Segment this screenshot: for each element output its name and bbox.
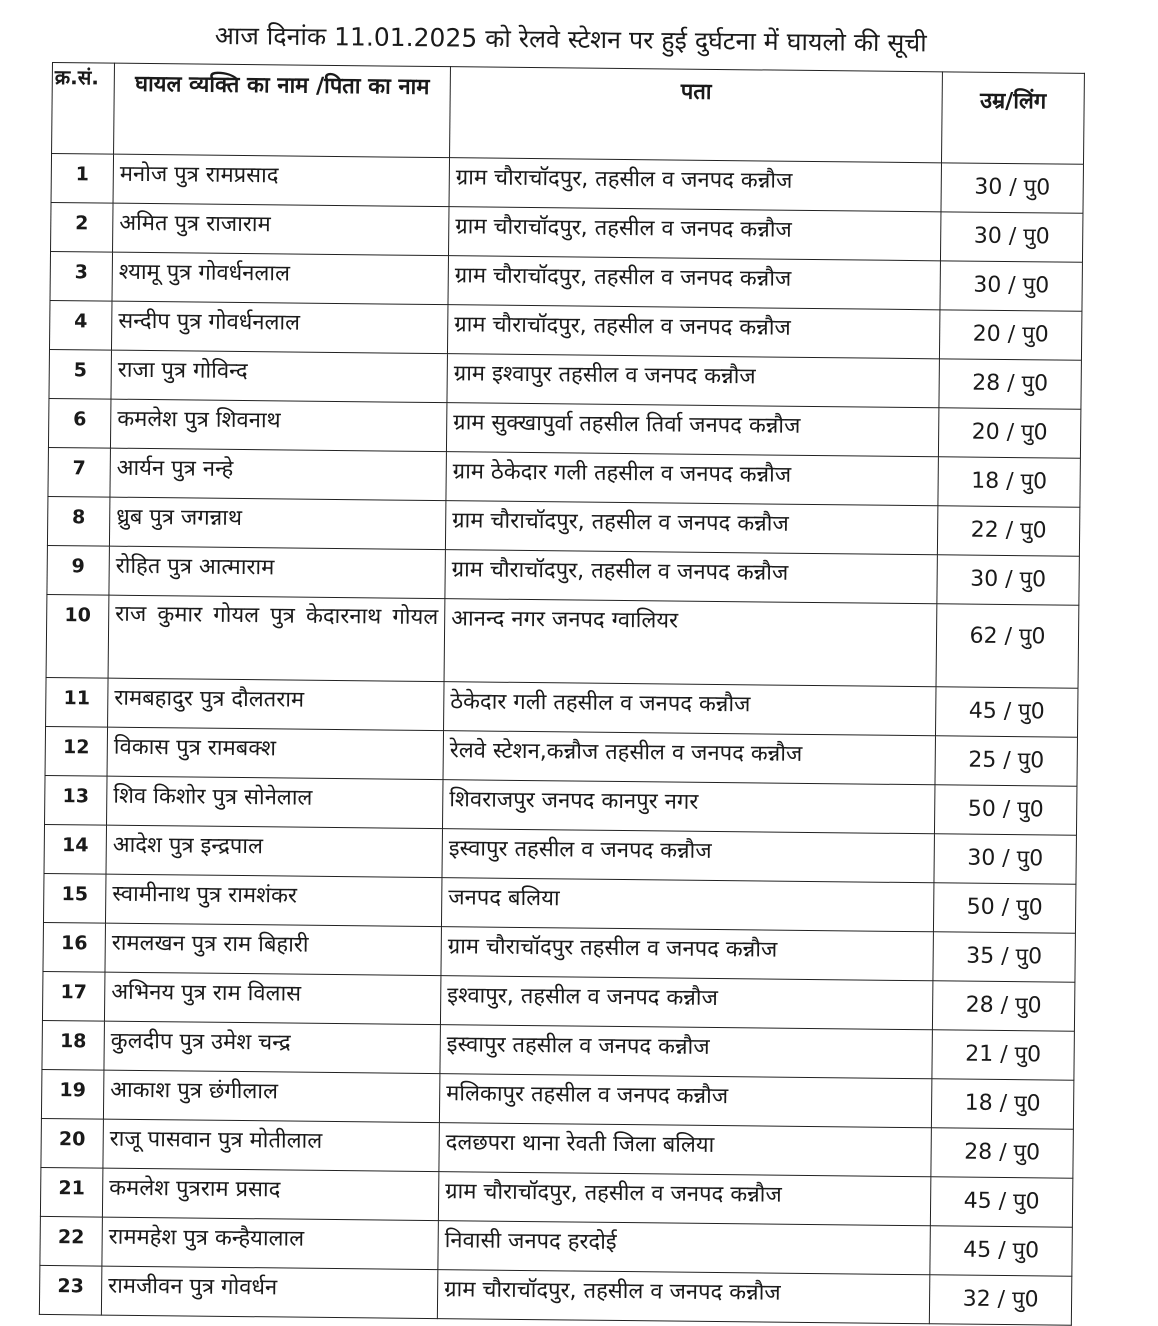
header-age-gender: उम्र/लिंग [941,72,1084,164]
row-address: ग्राम चौराचॉदपुर तहसील व जनपद कन्नौज [441,927,933,981]
row-address: ग्राम चौराचॉदपुर, तहसील व जनपद कन्नौज [449,158,941,212]
row-age-gender: 28 / पु0 [931,1128,1074,1178]
row-name: मनोज पुत्र रामप्रसाद [113,154,449,207]
table-row [46,594,1079,688]
row-age-gender: 22 / पु0 [937,506,1080,556]
row-address: ग्राम चौराचॉदपुर, तहसील व जनपद कन्नौज [445,501,937,555]
row-name: आदेश पुत्र इन्द्रपाल [106,825,442,878]
row-name: अमित पुत्र राजाराम [113,203,449,256]
row-age-gender: 50 / पु0 [933,883,1076,933]
row-address: रेलवे स्टेशन,कन्नौज तहसील व जनपद कन्नौज [443,731,935,785]
row-address: जनपद बलिया [441,878,933,932]
row-address: ठेकेदार गली तहसील व जनपद कन्नौज [444,682,936,736]
injured-list-table-wrapper [39,62,1085,1326]
row-serial-number: 22 [40,1216,103,1266]
row-age-gender: 45 / पु0 [935,687,1078,737]
row-name: रामलखन पुत्र राम बिहारी [105,923,441,976]
row-age-gender: 18 / पु0 [938,457,1081,507]
row-serial-number: 13 [45,775,108,825]
row-serial-number: 4 [49,300,112,350]
row-serial-number: 3 [50,251,113,301]
row-age-gender: 18 / पु0 [931,1079,1074,1129]
row-serial-number: 9 [47,545,110,595]
document-title: आज दिनांक 11.01.2025 को रेलवे स्टेशन पर हुई दुर्घटना में घायलो की सूची [214,20,927,58]
row-address: मलिकापुर तहसील व जनपद कन्नौज [439,1074,931,1128]
row-serial-number: 17 [42,971,105,1021]
row-name: रामबहादुर पुत्र दौलतराम [108,678,444,731]
row-age-gender: 28 / पु0 [939,359,1082,409]
row-serial-number: 20 [41,1118,104,1168]
row-name: राममहेश पुत्र कन्हैयालाल [102,1217,438,1270]
row-age-gender: 45 / पु0 [930,1226,1073,1276]
row-address: ग्राम इश्वापुर तहसील व जनपद कन्नौज [447,354,939,408]
row-name: रोहित पुत्र आत्माराम [109,546,445,599]
row-name: आकाश पुत्र छंगीलाल [103,1070,439,1123]
header-name: घायल व्यक्ति का नाम /पिता का नाम [114,63,451,158]
row-serial-number: 23 [39,1265,102,1315]
row-serial-number: 15 [43,873,106,923]
row-name: विकास पुत्र रामबक्श [107,727,443,780]
row-serial-number: 1 [51,154,114,204]
row-serial-number: 2 [51,202,114,252]
row-name: रामजीवन पुत्र गोवर्धन [101,1266,437,1319]
row-name: स्वामीनाथ पुत्र रामशंकर [105,874,441,927]
row-age-gender: 45 / पु0 [930,1177,1073,1227]
row-address: निवासी जनपद हरदोई [438,1221,930,1275]
row-age-gender: 32 / पु0 [929,1275,1072,1325]
table-row [39,1265,1071,1325]
header-address: पता [450,67,943,163]
row-age-gender: 30 / पु0 [940,261,1083,311]
row-address: शिवराजपुर जनपद कानपुर नगर [442,780,934,834]
row-serial-number: 11 [46,677,109,727]
row-age-gender: 30 / पु0 [937,555,1080,605]
row-name: सन्दीप पुत्र गोवर्धनलाल [111,301,447,354]
row-name: कुलदीप पुत्र उमेश चन्द्र [104,1021,440,1074]
row-serial-number: 21 [40,1167,103,1217]
row-serial-number: 14 [44,824,107,874]
row-name: शिव किशोर पुत्र सोनेलाल [107,776,443,829]
row-age-gender: 28 / पु0 [932,981,1075,1031]
row-address: ग्राम चौराचॉदपुर, तहसील व जनपद कन्नौज [447,305,939,359]
row-serial-number: 12 [45,726,108,776]
row-address: ग्राम ठेकेदार गली तहसील व जनपद कन्नौज [446,452,938,506]
row-name: अभिनय पुत्र राम विलास [104,972,440,1025]
row-serial-number: 10 [46,594,109,678]
row-address: ग्राम चौराचॉदपुर, तहसील व जनपद कन्नौज [438,1172,930,1226]
row-address: ग्राम चौराचॉदपुर, तहसील व जनपद कन्नौज [448,256,940,310]
injured-list-table [39,62,1085,1326]
row-age-gender: 30 / पु0 [941,163,1084,213]
row-address: इस्वापुर तहसील व जनपद कन्नौज [440,1025,932,1079]
row-address: दलछपरा थाना रेवती जिला बलिया [439,1123,931,1177]
row-serial-number: 19 [41,1069,104,1119]
row-name: राजू पासवान पुत्र मोतीलाल [103,1119,439,1172]
row-age-gender: 21 / पु0 [932,1030,1075,1080]
row-address: ग्राम सुक्खापुर्वा तहसील तिर्वा जनपद कन्नौज [446,403,938,457]
row-age-gender: 50 / पु0 [934,785,1077,835]
table-body [39,154,1083,1326]
row-age-gender: 20 / पु0 [938,408,1081,458]
row-serial-number: 18 [42,1020,105,1070]
row-name: ध्रुब पुत्र जगन्नाथ [109,497,445,550]
row-serial-number: 8 [47,496,110,546]
row-serial-number: 6 [48,398,111,448]
row-age-gender: 30 / पु0 [934,834,1077,884]
row-name: कमलेश पुत्र शिवनाथ [110,399,446,452]
header-serial-number: क्र.सं. [52,63,115,155]
row-name: आर्यन पुत्र नन्हे [110,448,446,501]
row-serial-number: 5 [49,349,112,399]
row-address: इस्वापुर तहसील व जनपद कन्नौज [442,829,934,883]
table-header-row [52,63,1085,165]
row-age-gender: 25 / पु0 [935,736,1078,786]
row-address: आनन्द नगर जनपद ग्वालियर [444,599,937,687]
row-age-gender: 30 / पु0 [940,212,1083,262]
row-serial-number: 7 [48,447,111,497]
row-age-gender: 20 / पु0 [939,310,1082,360]
row-address: ग्राम चौराचॉदपुर, तहसील व जनपद कन्नौज [445,550,937,604]
row-name: श्यामू पुत्र गोवर्धनलाल [112,252,448,305]
row-serial-number: 16 [43,922,106,972]
row-address: ग्राम चौराचॉदपुर, तहसील व जनपद कन्नौज [448,207,940,261]
row-name: राजा पुत्र गोविन्द [111,350,447,403]
row-name: राज कुमार गोयल पुत्र केदारनाथ गोयल [108,595,445,682]
row-address: ग्राम चौराचॉदपुर, तहसील व जनपद कन्नौज [437,1270,929,1324]
row-age-gender: 62 / पु0 [936,604,1079,688]
row-age-gender: 35 / पु0 [933,932,1076,982]
row-name: कमलेश पुत्रराम प्रसाद [102,1168,438,1221]
row-address: इश्वापुर, तहसील व जनपद कन्नौज [440,976,932,1030]
